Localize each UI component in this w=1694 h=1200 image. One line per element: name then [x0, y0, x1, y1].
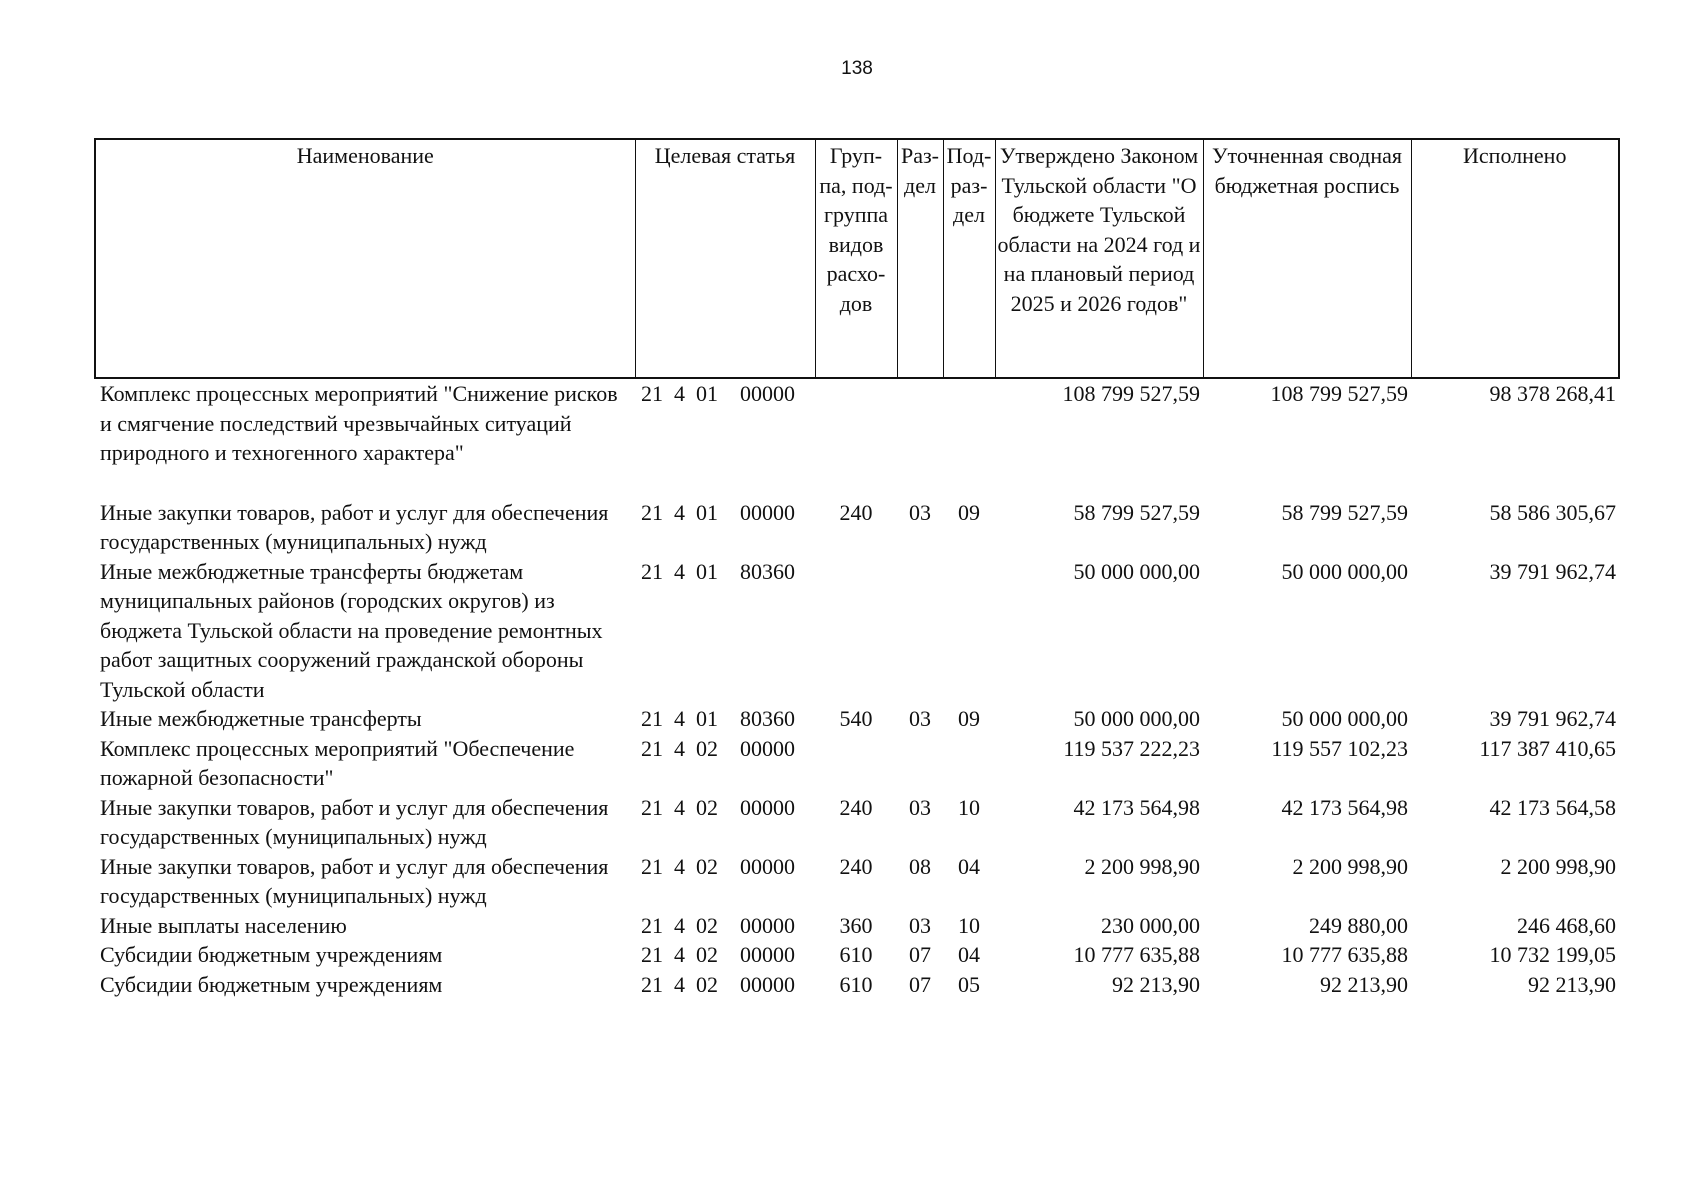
cell-target: 21 4 02 00000 [641, 971, 795, 997]
cell-section: 07 [909, 942, 931, 967]
cell-executed: 39 791 962,74 [1489, 706, 1616, 731]
cell-group: 540 [839, 706, 873, 731]
cell-target: 21 4 01 80360 [641, 706, 795, 731]
cell-name: Субсидии бюджетным учреждениям [100, 971, 443, 997]
table-row [95, 378, 1619, 498]
cell-refined: 92 213,90 [1320, 971, 1408, 997]
cell-executed: 58 586 305,67 [1489, 499, 1616, 525]
table-row [95, 852, 1619, 911]
cell-executed: 92 213,90 [1528, 971, 1616, 997]
cell-executed: 42 173 564,58 [1489, 794, 1616, 820]
cell-approved: 50 000 000,00 [1073, 558, 1200, 584]
cell-target: 21 4 01 00000 [641, 499, 795, 525]
table-row [95, 793, 1619, 852]
cell-subsection: 10 [958, 794, 980, 820]
cell-subsection [943, 378, 995, 498]
cell-section: 07 [909, 971, 931, 997]
header-group: Груп-па, под-группа видов расхо-дов [815, 139, 897, 378]
cell-name: Иные межбюджетные трансферты [100, 706, 422, 731]
cell-name: Комплекс процессных мероприятий "Снижение рисков и смягчение последствий чрезвычайных ситуаций природного и техногенного характера" [100, 381, 618, 465]
cell-approved: 230 000,00 [1101, 912, 1200, 938]
cell-section [897, 378, 943, 498]
cell-target: 21 4 02 00000 [641, 853, 795, 879]
cell-refined: 119 557 102,23 [1271, 735, 1408, 761]
table-header-row [95, 139, 1619, 378]
cell-refined: 42 173 564,98 [1281, 794, 1408, 820]
cell-executed: 39 791 962,74 [1489, 558, 1616, 584]
table-row [95, 911, 1619, 941]
table-row [95, 734, 1619, 793]
cell-refined: 50 000 000,00 [1281, 558, 1408, 584]
header-section: Раз-дел [897, 139, 943, 378]
cell-target: 21 4 02 00000 [641, 735, 795, 761]
table-row [95, 940, 1619, 970]
cell-target: 21 4 02 00000 [641, 942, 795, 967]
cell-section [897, 734, 943, 793]
header-refined: Уточненная сводная бюджетная роспись [1203, 139, 1411, 378]
header-target: Целевая статья [635, 139, 815, 378]
cell-subsection: 05 [958, 971, 980, 997]
cell-approved: 50 000 000,00 [1073, 706, 1200, 731]
cell-group [815, 378, 897, 498]
cell-refined: 10 777 635,88 [1281, 942, 1408, 967]
cell-approved: 92 213,90 [1112, 971, 1200, 997]
header-name: Наименование [95, 139, 635, 378]
cell-name: Иные межбюджетные трансферты бюджетам муниципальных районов (городских округов) из бюджета Тульской области на проведение ремонтных работ защитных сооружений гражданской обороны Тульской области [100, 558, 603, 702]
cell-executed: 2 200 998,90 [1500, 853, 1616, 879]
cell-target: 21 4 02 00000 [641, 912, 795, 938]
cell-executed: 117 387 410,65 [1479, 735, 1616, 761]
cell-subsection [943, 557, 995, 705]
cell-name: Иные выплаты населению [100, 912, 347, 938]
cell-executed: 10 732 199,05 [1489, 942, 1616, 967]
cell-approved: 2 200 998,90 [1084, 853, 1200, 879]
cell-section: 03 [909, 794, 931, 820]
cell-group: 240 [839, 794, 873, 820]
cell-target: 21 4 01 80360 [641, 558, 795, 584]
cell-group: 360 [839, 912, 873, 938]
cell-subsection: 04 [958, 853, 980, 879]
cell-section [897, 557, 943, 705]
cell-name: Субсидии бюджетным учреждениям [100, 942, 443, 967]
cell-section: 03 [909, 499, 931, 525]
cell-approved: 58 799 527,59 [1073, 499, 1200, 525]
cell-subsection: 10 [958, 912, 980, 938]
cell-refined: 108 799 527,59 [1270, 381, 1408, 406]
cell-approved: 42 173 564,98 [1073, 794, 1200, 820]
cell-section: 03 [909, 706, 931, 731]
cell-subsection: 04 [958, 942, 980, 967]
cell-refined: 50 000 000,00 [1281, 706, 1408, 731]
cell-subsection: 09 [958, 706, 980, 731]
cell-approved: 119 537 222,23 [1063, 735, 1200, 761]
cell-name: Иные закупки товаров, работ и услуг для обеспечения государственных (муниципальных) нужд [100, 853, 609, 908]
cell-name: Иные закупки товаров, работ и услуг для обеспечения государственных (муниципальных) нужд [100, 499, 609, 554]
cell-approved: 108 799 527,59 [1062, 381, 1200, 406]
header-executed: Исполнено [1411, 139, 1619, 378]
cell-executed: 98 378 268,41 [1489, 381, 1616, 406]
page-number: 138 [841, 58, 873, 79]
cell-group: 610 [839, 942, 873, 967]
cell-section: 03 [909, 912, 931, 938]
header-approved: Утверждено Законом Тульской области "О бюджете Тульской области на 2024 год и на плановый период 2025 и 2026 годов" [995, 139, 1203, 378]
table-row [95, 704, 1619, 734]
cell-refined: 58 799 527,59 [1281, 499, 1408, 525]
cell-group [815, 734, 897, 793]
cell-group: 240 [839, 499, 873, 525]
cell-group: 240 [839, 853, 873, 879]
cell-subsection: 09 [958, 499, 980, 525]
header-subsection: Под-раз-дел [943, 139, 995, 378]
cell-name: Комплекс процессных мероприятий "Обеспечение пожарной безопасности" [100, 735, 575, 790]
cell-section: 08 [909, 853, 931, 879]
cell-refined: 2 200 998,90 [1292, 853, 1408, 879]
cell-approved: 10 777 635,88 [1073, 942, 1200, 967]
cell-target: 21 4 01 00000 [641, 381, 795, 406]
table-row [95, 498, 1619, 557]
cell-group: 610 [839, 971, 873, 997]
cell-executed: 246 468,60 [1517, 912, 1616, 938]
table-row [95, 970, 1619, 1000]
cell-name: Иные закупки товаров, работ и услуг для обеспечения государственных (муниципальных) нужд [100, 794, 609, 849]
cell-subsection [943, 734, 995, 793]
cell-refined: 249 880,00 [1309, 912, 1408, 938]
budget-table [94, 138, 1620, 999]
table-row [95, 557, 1619, 705]
cell-target: 21 4 02 00000 [641, 794, 795, 820]
cell-group [815, 557, 897, 705]
